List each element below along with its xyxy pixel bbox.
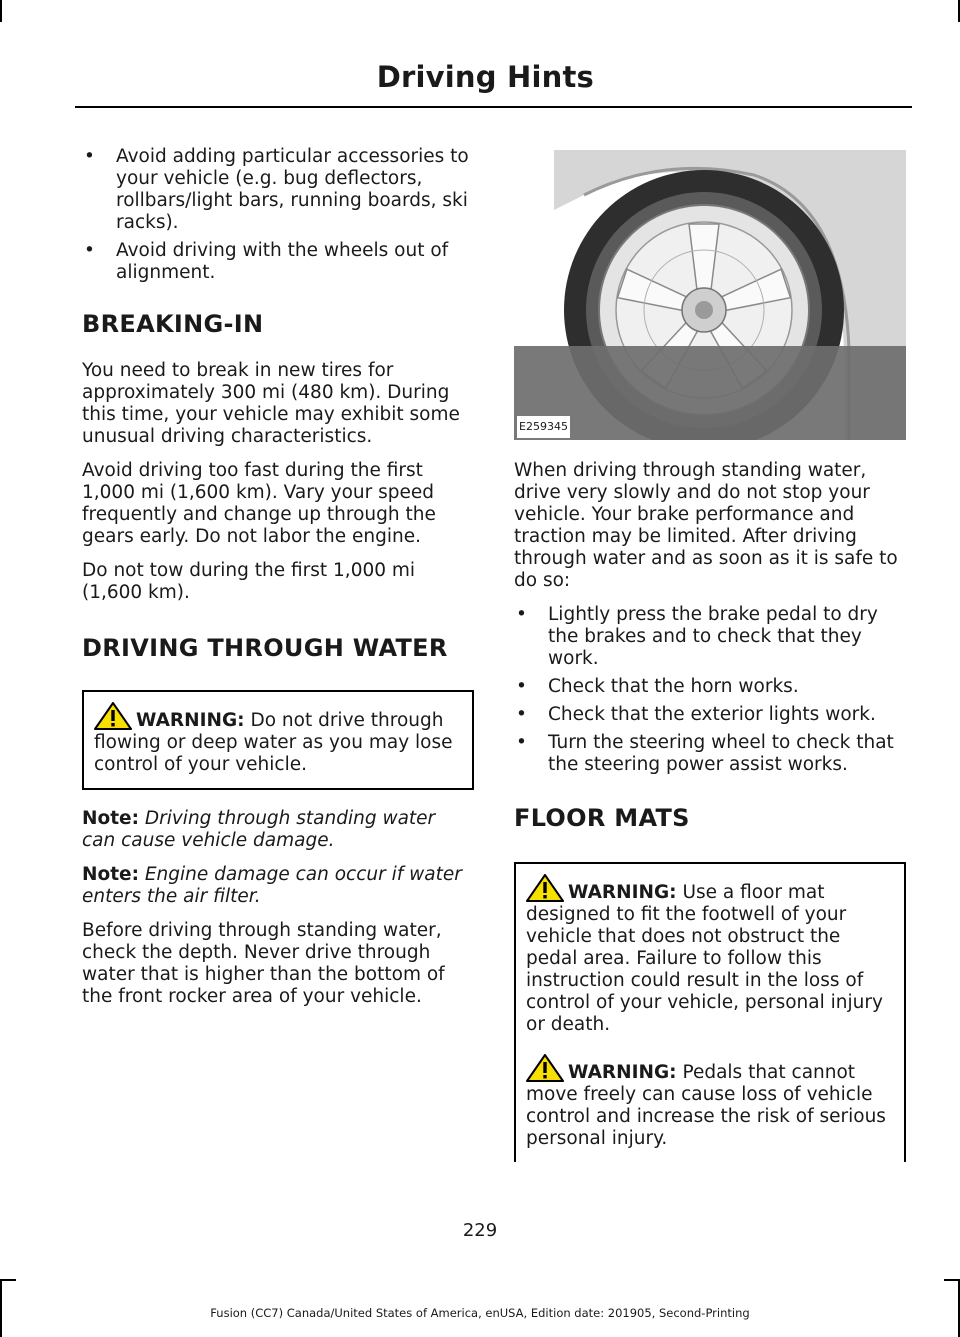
paragraph: Do not tow during the first 1,000 mi (1,600 km). [82,560,416,603]
crop-mark-top-left [0,0,2,22]
paragraph: You need to break in new tires for approximately 300 mi (480 km). During this time, your vehicle may exhibit some unusual driving characteristics. [82,360,460,447]
warning-box [82,690,474,790]
footer-edition-info: Fusion (CC7) Canada/United States of America, enUSA, Edition date: 201905, Second-Printing [210,1306,750,1320]
warning-triangle-icon [526,874,564,902]
warning-label: WARNING: [568,882,677,903]
warning-label: WARNING: [568,1062,677,1083]
list-item: • Avoid adding particular accessories to your vehicle (e.g. bug deflectors, rollbars/light bars, running boards, ski racks). [84,146,469,233]
section-heading-driving-through-water: DRIVING THROUGH WATER [82,634,448,662]
section-heading-breaking-in: BREAKING-IN [82,310,264,338]
list-item: • Check that the horn works. [516,676,799,697]
figure-code: E259345 [517,416,570,438]
header-rule [75,106,912,108]
right-column [514,150,906,1180]
warning-label: WARNING: [136,710,245,731]
warning-text: Pedals that cannot move freely can cause loss of vehicle control and increase the risk of serious personal injury. [526,1062,886,1149]
list-item: • Avoid driving with the wheels out of alignment. [84,240,449,283]
crop-mark-bottom-right-h [944,1279,960,1281]
accessory-bullets [82,146,474,284]
warning-item [526,1054,894,1150]
paragraph: Avoid driving too fast during the first 1,000 mi (1,600 km). Vary your speed frequently and change up through the gears early. Do not labor the engine. [82,460,436,547]
warning-item [94,702,462,776]
note: Note: Driving through standing water can cause vehicle damage. [82,808,436,851]
after-water-bullets [514,604,906,776]
list-item: • Check that the exterior lights work. [516,704,876,725]
wheel-illustration [514,150,906,440]
list-item: • Lightly press the brake pedal to dry the brakes and to check that they work. [516,604,878,669]
warning-text: Use a floor mat designed to fit the footwell of your vehicle that does not obstruct the pedal area. Failure to follow this instruction could result in the loss of control of your vehicle, personal injury or death. [526,882,883,1035]
wheel-in-water-illustration [514,150,906,440]
warning-triangle-icon [94,702,132,730]
section-heading-floor-mats: FLOOR MATS [514,804,690,832]
note: Note: Engine damage can occur if water enters the air filter. [82,864,462,907]
crop-mark-bottom-left-h [0,1279,16,1281]
paragraph: When driving through standing water, drive very slowly and do not stop your vehicle. Your brake performance and traction may be limited. After driving through water and as soon as it is safe to do so: [514,460,898,591]
warning-triangle-icon [526,1054,564,1082]
page-number: 229 [462,1220,498,1241]
warning-item [526,874,894,1036]
paragraph: Before driving through standing water, check the depth. Never drive through water that is higher than the bottom of the front rocker area of your vehicle. [82,920,445,1007]
left-column [82,146,474,1020]
list-item: • Turn the steering wheel to check that the steering power assist works. [516,732,894,775]
floor-mat-warning-box [514,862,906,1162]
page-header-title: Driving Hints [376,60,594,94]
warning-text: Do not drive through flowing or deep water as you may lose control of your vehicle. [94,710,453,775]
